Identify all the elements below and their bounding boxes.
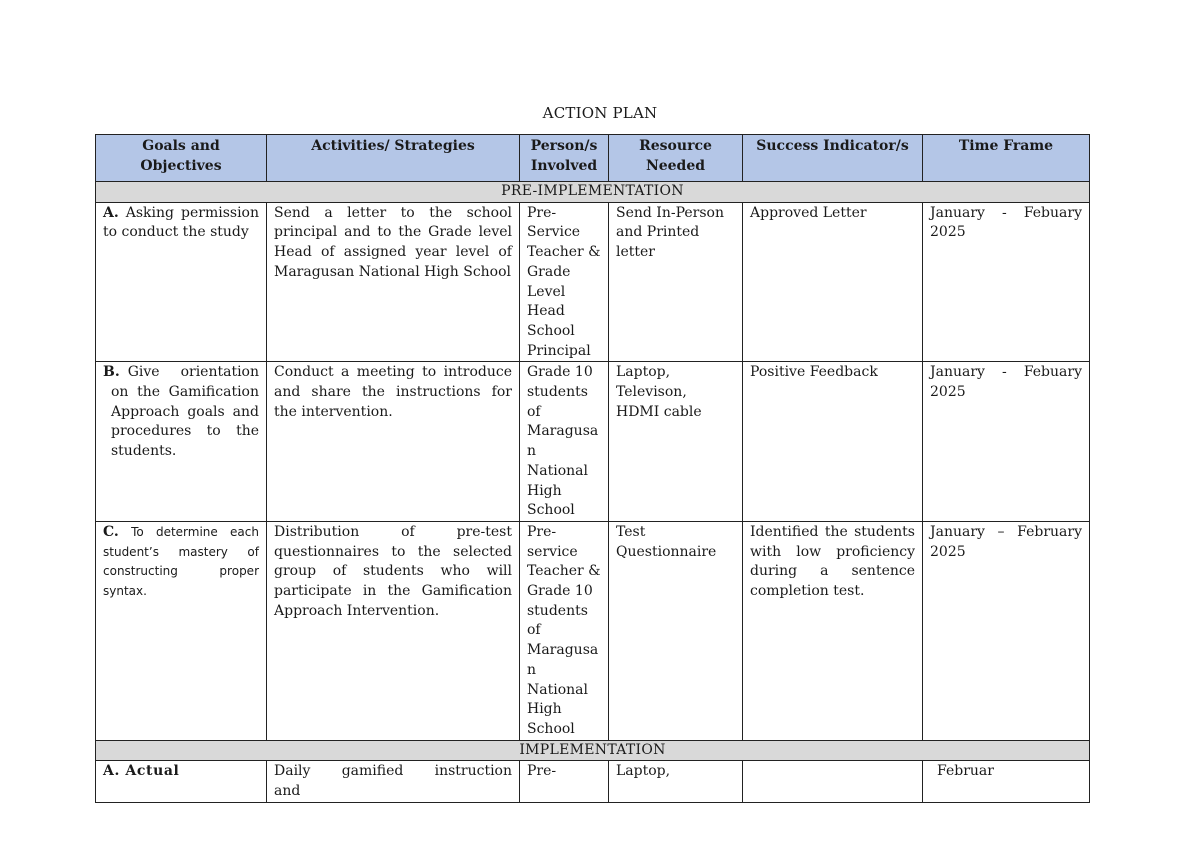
header-resource <box>609 135 743 182</box>
time-end: Febuary <box>1023 364 1082 381</box>
header-persons <box>520 135 609 182</box>
person-line: Head <box>527 303 565 320</box>
time-start: January <box>930 204 985 221</box>
person-line: students <box>527 384 588 401</box>
person-line: Maragusa <box>527 642 599 659</box>
time-start: January <box>930 364 985 381</box>
person-line: High <box>527 482 562 499</box>
resource-line: Send In-Person <box>616 204 724 221</box>
person-line: of <box>527 622 541 639</box>
header-timeframe: Time Frame <box>923 135 1090 182</box>
person-line: Level <box>527 283 566 300</box>
resource-line: and Printed letter <box>616 224 700 261</box>
persons-cell <box>520 521 609 740</box>
goal-cell <box>96 202 267 362</box>
person-line: School <box>527 502 575 519</box>
resource-cell <box>609 521 743 740</box>
activity-cell: Distribution of pre-test questionnaires to the selected group of students who will participate in the Gamification Approach Intervention. <box>267 521 520 740</box>
timeframe-cell <box>923 362 1090 522</box>
time-sep: - <box>1002 204 1007 221</box>
section-label: IMPLEMENTATION <box>96 740 1090 761</box>
goal-letter: C. <box>103 523 119 540</box>
person-line: Grade 10 <box>527 364 593 381</box>
success-cell: Identified the students with low proficiency during a sentence completion test. <box>743 521 923 740</box>
persons-cell <box>520 362 609 522</box>
table-row <box>96 202 1090 362</box>
section-row-implementation <box>96 740 1090 761</box>
time-start: January <box>930 523 985 540</box>
resource-cell: Laptop, <box>609 761 743 802</box>
resource-line: Televison, <box>616 384 687 401</box>
table-row <box>96 521 1090 740</box>
goal-letter: A. <box>103 204 119 221</box>
time-year: 2025 <box>930 384 966 401</box>
timeframe-cell <box>923 521 1090 740</box>
time-end: February <box>1017 523 1082 540</box>
goal-cell <box>96 521 267 740</box>
person-line: School <box>527 322 575 339</box>
success-cell: Positive Feedback <box>743 362 923 522</box>
resource-cell <box>609 362 743 522</box>
goal-text-first: Give orientation <box>127 364 259 381</box>
table-row <box>96 761 1090 802</box>
person-line: Maragusa <box>527 423 599 440</box>
person-line: Service <box>527 224 581 241</box>
header-row <box>96 135 1090 182</box>
activity-cell <box>267 761 520 802</box>
resource-line: Questionnaire <box>616 543 717 560</box>
activity-line: Daily gamified instruction and <box>274 763 512 800</box>
person-line: Grade <box>527 263 571 280</box>
activity-cell: Send a letter to the school principal and to the Grade level Head of assigned year level of Maragusan National High School <box>267 202 520 362</box>
person-line: Grade 10 <box>527 583 593 600</box>
header-persons-line2: Involved <box>530 157 598 174</box>
section-row-pre-implementation <box>96 182 1090 203</box>
person-line: n National <box>527 661 588 698</box>
action-plan-table <box>95 134 1090 803</box>
person-line: n National <box>527 443 588 479</box>
resource-line: HDMI cable <box>616 403 702 420</box>
goal-text: A. Actual <box>103 763 180 780</box>
goal-cell <box>96 362 267 522</box>
header-success: Success Indicator/s <box>743 135 923 182</box>
time-year: 2025 <box>930 543 966 560</box>
resource-line: Laptop, <box>616 364 671 381</box>
timeframe-cell: Februar <box>923 761 1090 802</box>
person-line: of <box>527 403 541 420</box>
table-row <box>96 362 1090 522</box>
goal-letter: B. <box>103 364 120 381</box>
person-line: Teacher & <box>527 563 601 580</box>
goal-text-rest: on the Gamification Approach goals and procedures to the students. <box>111 384 259 460</box>
person-line: Pre- <box>527 204 557 221</box>
time-end: Febuary <box>1023 204 1082 221</box>
time-sep: – <box>997 523 1005 540</box>
header-resource-line2: Needed <box>645 157 706 174</box>
success-cell <box>743 761 923 802</box>
persons-cell: Pre- <box>520 761 609 802</box>
header-resource-line1: Resource <box>639 138 712 154</box>
person-line: service <box>527 543 578 560</box>
goal-cell <box>96 761 267 802</box>
success-cell: Approved Letter <box>743 202 923 362</box>
document-title: ACTION PLAN <box>542 104 658 122</box>
goal-text: To determine each student’s mastery of constructing proper syntax. <box>103 524 259 599</box>
resource-cell <box>609 202 743 362</box>
person-line: Teacher & <box>527 244 601 261</box>
person-line: students <box>527 602 588 619</box>
header-persons-line1: Person/s <box>530 138 598 154</box>
section-label: PRE-IMPLEMENTATION <box>96 182 1090 203</box>
person-line: Pre- <box>527 523 557 540</box>
time-year: 2025 <box>930 224 966 241</box>
header-activities: Activities/ Strategies <box>267 135 520 182</box>
persons-cell <box>520 202 609 362</box>
resource-line: Test <box>616 523 646 540</box>
header-goals: Goals and Objectives <box>96 135 267 182</box>
person-line: Principal <box>527 342 591 359</box>
time-sep: - <box>1002 364 1007 381</box>
person-line: School <box>527 720 575 737</box>
goal-text: Asking permission to conduct the study <box>103 204 259 241</box>
person-line: High <box>527 701 562 718</box>
timeframe-cell <box>923 202 1090 362</box>
activity-cell: Conduct a meeting to introduce and share the instructions for the intervention. <box>267 362 520 522</box>
